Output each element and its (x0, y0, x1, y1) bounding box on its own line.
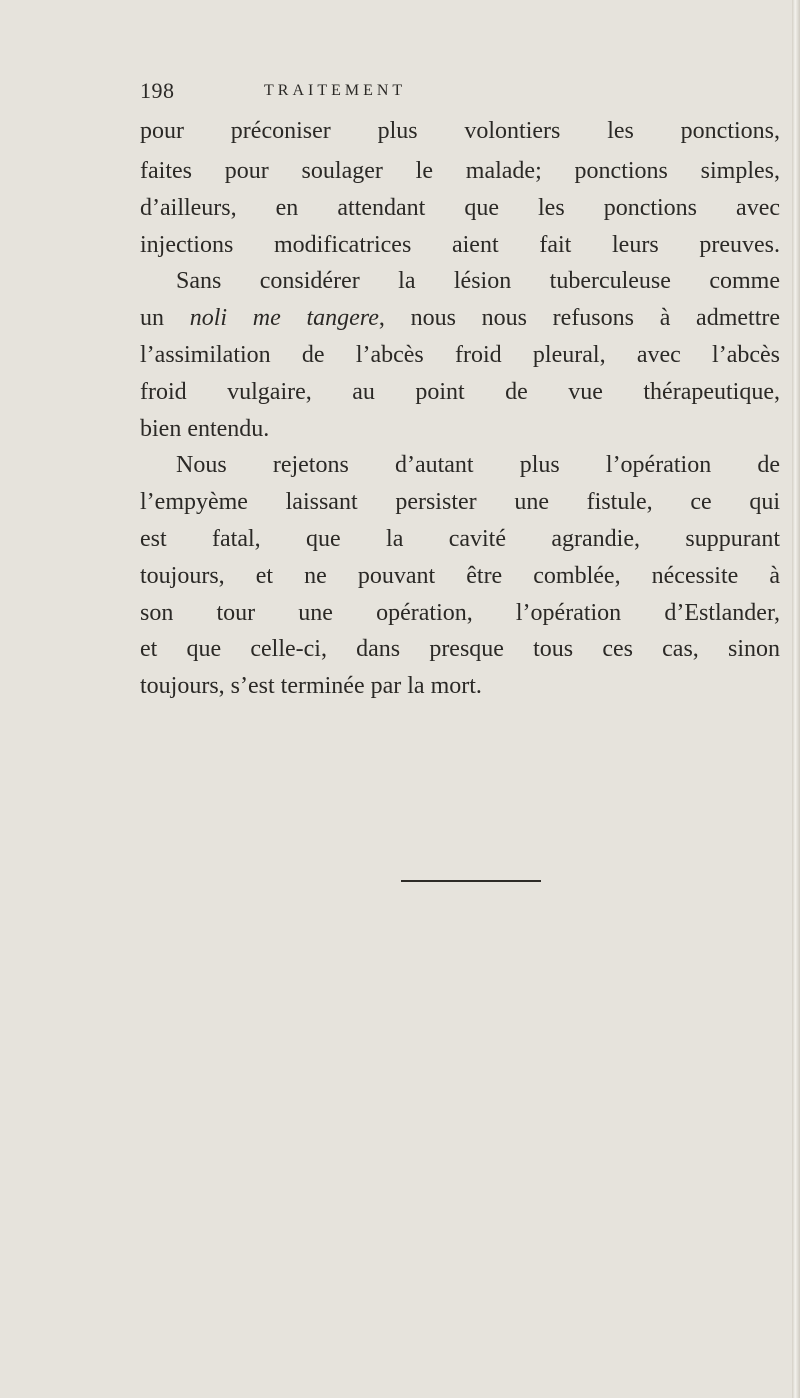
running-title: TRAITEMENT (264, 82, 407, 99)
text-line: son tour une opération, l’opération d’Estlander, (140, 599, 780, 626)
text-line: froid vulgaire, au point de vue thérapeutique, (140, 378, 780, 405)
paragraph-end-line: toujours, s’est terminée par la mort. (140, 673, 482, 700)
running-head (140, 70, 780, 110)
body-text (140, 113, 780, 705)
text-fragment: un (140, 305, 190, 332)
text-line: l’empyème laissant persister une fistule, ce qui (140, 489, 780, 516)
text-line: l’assimilation de l’abcès froid pleural, avec l’abcès (140, 341, 780, 368)
text-line: injections modificatrices aient fait leurs preuves. (140, 231, 780, 258)
italic-phrase: noli me tangere (189, 305, 379, 332)
text-line: d’ailleurs, en attendant que les ponctions avec (140, 194, 780, 221)
paragraph-start-line: Sans considérer la lésion tuberculeuse comme (176, 268, 780, 295)
paragraph-start-line: Nous rejetons d’autant plus l’opération de (176, 452, 780, 479)
paragraph-end-line: bien entendu. (140, 415, 270, 442)
text-line: toujours, et ne pouvant être comblée, nécessite à (140, 562, 780, 589)
text-line: faites pour soulager le malade; ponctions simples, (140, 158, 780, 184)
text-line: pour préconiser plus volontiers les ponctions, (140, 118, 780, 144)
text-fragment: , nous nous refusons à admettre (378, 305, 781, 332)
page-edge (792, 0, 800, 1398)
text-line (140, 300, 780, 337)
text-line: est fatal, que la cavité agrandie, suppurant (140, 525, 780, 552)
section-end-rule (401, 880, 541, 882)
page-number: 198 (140, 78, 175, 103)
text-line: et que celle-ci, dans presque tous ces cas, sinon (140, 636, 780, 663)
